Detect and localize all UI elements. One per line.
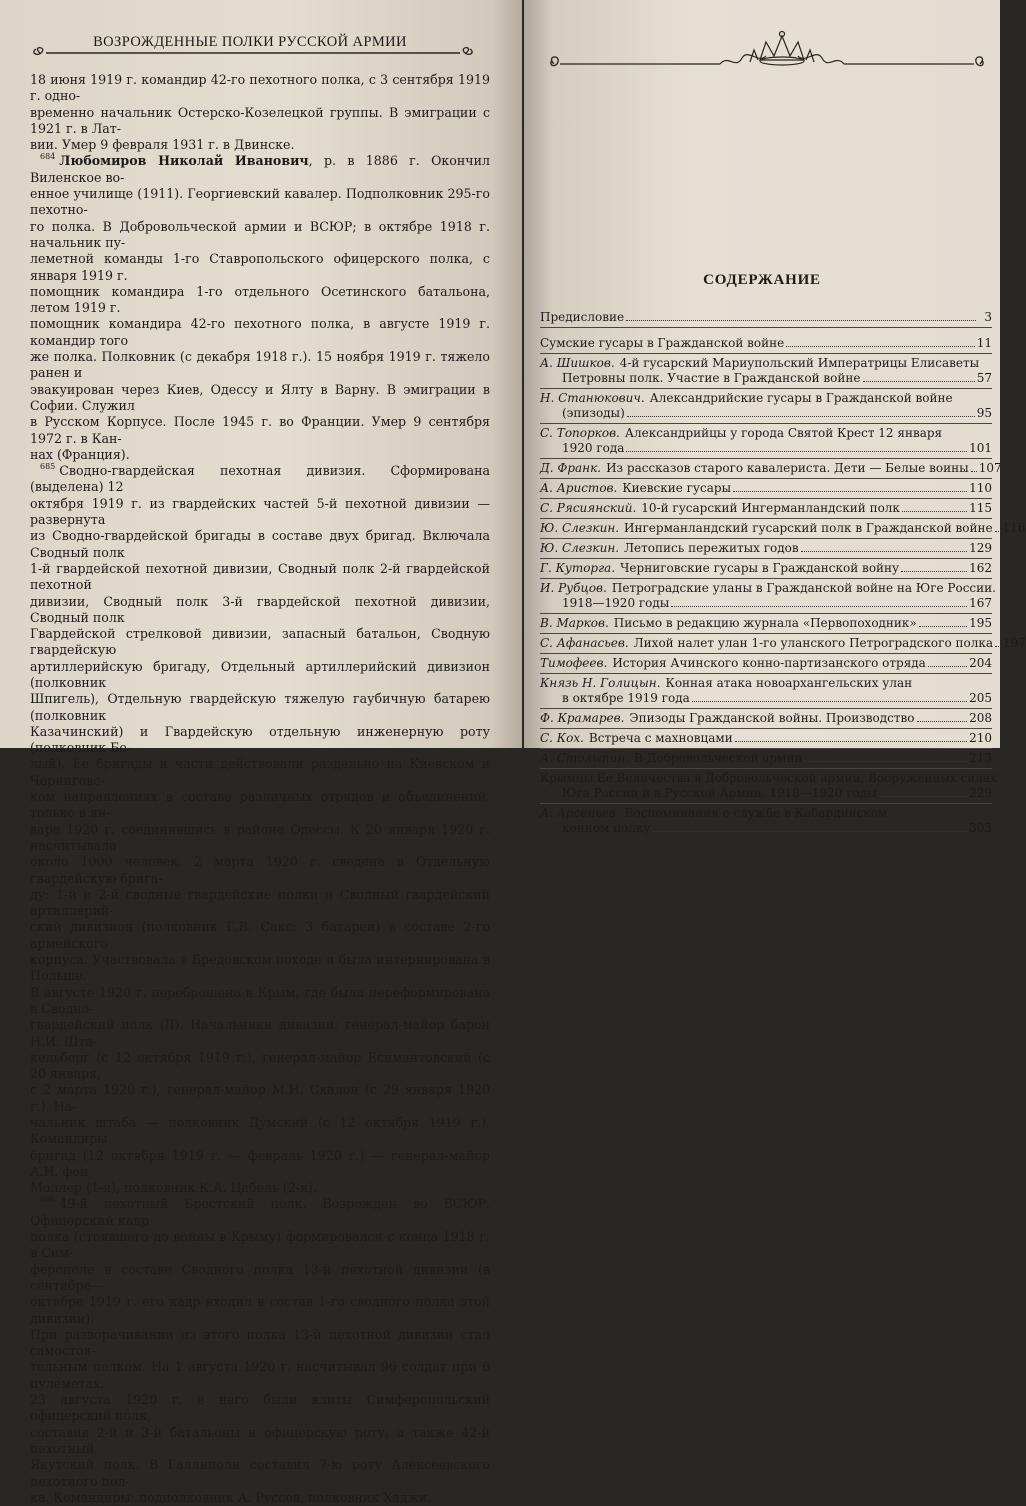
toc-title-text: Александрийцы у города Святой Крест 12 января bbox=[624, 426, 943, 440]
toc-entry[interactable] bbox=[540, 751, 992, 769]
text-line bbox=[30, 382, 490, 415]
text-line bbox=[30, 219, 490, 252]
toc-divider bbox=[540, 748, 992, 749]
toc-author: С. Кох. bbox=[540, 731, 584, 745]
toc-line bbox=[540, 501, 992, 516]
toc-entry[interactable] bbox=[540, 711, 992, 729]
toc-title-text: в октябре 1919 года bbox=[562, 691, 690, 705]
text-line bbox=[30, 822, 490, 855]
toc-leader-dots bbox=[901, 571, 967, 572]
toc-page-number: 129 bbox=[969, 541, 992, 555]
toc-author: С. Афанасьев. bbox=[540, 636, 629, 650]
toc-entry[interactable] bbox=[540, 356, 992, 389]
footnote-paragraph bbox=[30, 1196, 490, 1506]
line-text: Казачинский) и Гвардейскую отдельную инженерную роту (полковник Бе- bbox=[30, 723, 490, 756]
text-line bbox=[30, 691, 490, 724]
toc-author: Д. Франк. bbox=[540, 461, 602, 475]
text-line bbox=[30, 528, 490, 561]
toc-title-text: Из рассказов старого кавалериста. Дети — Белые воины bbox=[606, 461, 969, 475]
line-text: полка (стоявшего до войны в Крыму) формировался с конца 1918 г. в Сим- bbox=[30, 1229, 490, 1261]
toc-leader-dots bbox=[692, 701, 967, 702]
toc-author: А. Шишков. bbox=[540, 356, 615, 370]
line-text: из Сводно-гвардейской бригады в составе двух бригад. Включала Сводный полк bbox=[30, 528, 490, 560]
text-line bbox=[30, 72, 490, 105]
toc-author: А. Аристов. bbox=[540, 481, 618, 495]
toc-line bbox=[540, 336, 992, 351]
line-text: лый). Ее бригады и части действовали раздельно на Киевском и Черниговс- bbox=[30, 756, 490, 788]
toc-author: Князь Н. Голицын. bbox=[540, 676, 661, 690]
text-line bbox=[30, 1115, 490, 1148]
toc-line bbox=[540, 541, 992, 556]
line-text: около 1000 человек. 2 марта 1920 г. сведена в Отдельную гвардейскую брига- bbox=[30, 854, 490, 886]
toc-title-text: (эпизоды) bbox=[562, 406, 625, 420]
text-line bbox=[30, 1148, 490, 1181]
toc-entry[interactable] bbox=[540, 336, 992, 354]
toc-title-text: Эпизоды Гражданской войны. Производство bbox=[629, 711, 915, 725]
toc-title-text: Письмо в редакцию журнала «Первопоходник» bbox=[613, 616, 917, 630]
toc-divider bbox=[540, 768, 992, 769]
toc-author: Ф. Крамарев. bbox=[540, 711, 625, 725]
text-line bbox=[30, 1262, 490, 1295]
line-text: 49-й пехотный Брестский полк. Возрожден во ВСЮР. Офицерский кадр bbox=[30, 1196, 490, 1228]
right-page bbox=[524, 0, 1026, 835]
toc-leader-dots bbox=[995, 646, 1001, 647]
toc-divider bbox=[540, 458, 992, 459]
line-text: 18 июня 1919 г. командир 42-го пехотного полка, с 3 сентября 1919 г. одно- bbox=[30, 72, 490, 104]
toc-title-text: Александрийские гусары в Гражданской войне bbox=[649, 391, 953, 405]
line-text: Шпигель), Отдельную гвардейскую тяжелую гаубичную батарею (полковник bbox=[30, 691, 490, 723]
text-line bbox=[30, 1359, 490, 1392]
line-text: ду: 1-й и 2-й сводные гвардейские полки и Сводный гвардейский артиллерий- bbox=[30, 886, 490, 919]
toc-entry[interactable] bbox=[540, 310, 992, 328]
toc-divider bbox=[540, 478, 992, 479]
toc-line bbox=[540, 521, 1026, 536]
line-text: Моллер (1-я), полковник К.А. Цабель (2-я). bbox=[30, 1180, 317, 1196]
line-text: составив 2-й и 3-й батальоны и офицерскую роту, а также 42-й пехотный bbox=[30, 1424, 490, 1456]
toc-entry[interactable] bbox=[540, 426, 992, 459]
line-text: дивизии, Сводный полк 3-й гвардейской пехотной дивизии, Сводный полк bbox=[30, 593, 490, 625]
line-text: Сводно-гвардейская пехотная дивизия. Сформирована (выделена) 12 bbox=[30, 463, 490, 495]
toc-page-number: 204 bbox=[969, 656, 992, 670]
toc-line bbox=[540, 786, 992, 801]
text-line bbox=[30, 447, 490, 463]
text-line bbox=[30, 724, 490, 757]
toc-divider bbox=[540, 327, 992, 328]
toc-leader-dots bbox=[671, 606, 967, 607]
toc-divider bbox=[540, 613, 992, 614]
scroll-ornament-icon bbox=[28, 44, 478, 60]
toc-entry[interactable] bbox=[540, 501, 992, 519]
toc-leader-dots bbox=[786, 346, 974, 347]
line-text: вии. Умер 9 февраля 1931 г. в Двинске. bbox=[30, 137, 295, 153]
text-line bbox=[30, 985, 490, 1018]
toc-line bbox=[540, 426, 992, 441]
text-line bbox=[30, 414, 490, 447]
toc-title-text: 1920 года bbox=[562, 441, 625, 455]
line-text: в Русском Корпусе. После 1945 г. во Франции. Умер 9 сентября 1972 г. в Кан- bbox=[30, 414, 490, 446]
line-text: , р. в 1886 г. Окончил Виленское во- bbox=[30, 153, 490, 185]
text-line bbox=[30, 1082, 490, 1115]
line-text: При разворачивании из этого полка 13-й пехотной дивизии стал самостоя- bbox=[30, 1326, 490, 1359]
toc-leader-dots bbox=[626, 320, 976, 321]
toc-title-text: Встреча с махновцами bbox=[588, 731, 733, 745]
toc-author: Ю. Слезкин. bbox=[540, 541, 620, 555]
text-line bbox=[30, 1490, 490, 1506]
toc-divider bbox=[540, 578, 992, 579]
toc-title-text: В Добровольческой армии bbox=[634, 751, 803, 765]
toc-author: В. Марков. bbox=[540, 616, 609, 630]
line-text: 23 августа 1920 г. в него были влиты Симферопольский офицерский полк, bbox=[30, 1392, 490, 1424]
table-of-contents bbox=[540, 310, 1026, 836]
toc-line bbox=[540, 561, 992, 576]
text-line bbox=[30, 1294, 490, 1327]
text-line bbox=[30, 284, 490, 317]
text-line bbox=[30, 887, 490, 920]
toc-page-number: 229 bbox=[969, 786, 992, 800]
toc-entry[interactable] bbox=[540, 676, 992, 709]
toc-line bbox=[540, 310, 992, 325]
toc-line bbox=[540, 711, 992, 726]
toc-entry[interactable] bbox=[540, 806, 992, 836]
toc-line bbox=[540, 581, 996, 596]
line-text: артиллерийскую бригаду, Отдельный артиллерийский дивизион (полковник bbox=[30, 658, 490, 690]
toc-line bbox=[540, 481, 992, 496]
toc-author: С. Топорков. bbox=[540, 426, 620, 440]
text-line bbox=[30, 1017, 490, 1050]
line-text: В августе 1920 г. переброшена в Крым, где была переформирована в Сводно- bbox=[30, 984, 490, 1016]
line-text: октябре 1919 г. его кадр входил в состав 1-го сводного полка этой дивизии). bbox=[30, 1294, 490, 1326]
text-line bbox=[30, 349, 490, 382]
toc-author: Тимофеев. bbox=[540, 656, 608, 670]
toc-divider bbox=[540, 388, 992, 389]
toc-title-text: Черниговские гусары в Гражданской войну bbox=[620, 561, 900, 575]
toc-divider bbox=[540, 423, 992, 424]
line-text: ский дивизион (полковник Г.В. Сакс; 3 батареи) в составе 2-го армейского bbox=[30, 919, 490, 951]
toc-line bbox=[540, 806, 992, 821]
toc-leader-dots bbox=[801, 551, 967, 552]
toc-entry[interactable] bbox=[540, 391, 992, 424]
toc-divider bbox=[540, 653, 992, 654]
toc-leader-dots bbox=[995, 531, 1001, 532]
toc-divider bbox=[540, 708, 992, 709]
text-line bbox=[30, 919, 490, 952]
text-line bbox=[30, 626, 490, 659]
toc-divider bbox=[540, 558, 992, 559]
text-line bbox=[30, 756, 490, 789]
line-text: нах (Франция). bbox=[30, 446, 130, 462]
toc-entry[interactable] bbox=[540, 481, 992, 499]
toc-page-number: 116 bbox=[1002, 521, 1026, 535]
toc-leader-dots bbox=[733, 491, 967, 492]
toc-page-number: 107 bbox=[978, 461, 1002, 475]
toc-page-number: 167 bbox=[969, 596, 992, 610]
footnote-paragraph bbox=[30, 153, 490, 463]
line-text: гвардейский полк (II). Начальники дивизии: генерал-майор барон Н.И. Шта- bbox=[30, 1017, 490, 1049]
text-line bbox=[30, 952, 490, 985]
toc-entry[interactable] bbox=[540, 541, 992, 559]
toc-title-text: 1918—1920 годы bbox=[562, 596, 670, 610]
toc-divider bbox=[540, 633, 992, 634]
toc-entry[interactable] bbox=[540, 581, 996, 614]
line-text: бригад (12 октября 1919 г. — февраль 1920 г.) — генерал-майор А.Н. фон bbox=[30, 1147, 490, 1179]
toc-title-text: Конная атака новоархангельских улан bbox=[665, 676, 913, 690]
toc-author: И. Рубцов. bbox=[540, 581, 607, 595]
toc-leader-dots bbox=[626, 451, 967, 452]
line-text: ферополе в составе Сводного полка 13-й пехотной дивизии (в сентябре— bbox=[30, 1261, 490, 1293]
toc-entry[interactable] bbox=[540, 616, 992, 634]
text-line bbox=[30, 1050, 490, 1083]
text-line bbox=[30, 251, 490, 284]
toc-page-number: 11 bbox=[976, 336, 992, 350]
toc-line bbox=[540, 771, 997, 786]
toc-line bbox=[540, 691, 992, 706]
text-line bbox=[30, 659, 490, 692]
toc-line bbox=[540, 616, 992, 631]
toc-divider bbox=[540, 498, 992, 499]
text-line bbox=[30, 105, 490, 138]
toc-line bbox=[540, 656, 992, 671]
toc-author: А. Столыпин. bbox=[540, 751, 630, 765]
toc-page-number: 205 bbox=[969, 691, 992, 705]
toc-leader-dots bbox=[928, 666, 967, 667]
toc-line bbox=[540, 636, 1026, 651]
text-line bbox=[30, 1457, 490, 1490]
line-text: варе 1920 г. соединившись в районе Одессы. К 20 января 1920 г. насчитывала bbox=[30, 821, 490, 853]
toc-divider bbox=[540, 353, 992, 354]
toc-title-text: Крымцы Ее Величества в Добровольческой армии, Вооруженных силах bbox=[540, 771, 997, 785]
toc-entry[interactable] bbox=[540, 656, 992, 674]
line-text: же полка. Полковник (с декабря 1918 г.). 15 ноября 1919 г. тяжело ранен и bbox=[30, 349, 490, 381]
person-name: Любомиров Николай Иванович bbox=[59, 153, 309, 169]
crown-ornament-icon bbox=[544, 30, 990, 78]
toc-line bbox=[540, 676, 992, 691]
toc-page-number: 3 bbox=[984, 310, 992, 324]
toc-page-number: 208 bbox=[969, 711, 992, 725]
text-line bbox=[30, 316, 490, 349]
line-text: енное училище (1911). Георгиевский кавалер. Подполковник 295-го пехотно- bbox=[30, 186, 490, 218]
toc-entry[interactable] bbox=[540, 731, 992, 749]
line-text: ка. Командиры: подполковник А. Руссов, полковник Хаджи. bbox=[30, 1489, 432, 1505]
toc-title-text: Юга России и в Русской Армии. 1918—1920 годы bbox=[562, 786, 877, 800]
text-line bbox=[30, 1196, 490, 1229]
toc-title-text: Петроградские уланы в Гражданской войне на Юге России. bbox=[611, 581, 996, 595]
toc-divider bbox=[540, 728, 992, 729]
toc-title-text: Ингерманландский гусарский полк в Гражданской войне bbox=[624, 521, 993, 535]
toc-leader-dots bbox=[804, 761, 967, 762]
text-line bbox=[30, 1180, 490, 1196]
toc-title-text: конном полку bbox=[562, 821, 651, 835]
line-text: Якутский полк. В Галлиполи составил 7-ю роту Алексеевского пехотного пол- bbox=[30, 1457, 490, 1489]
toc-author: Н. Станюкович. bbox=[540, 391, 645, 405]
toc-title-text: 4-й гусарский Мариупольский Императрицы Елисаветы bbox=[619, 356, 980, 370]
toc-page-number: 101 bbox=[969, 441, 992, 455]
toc-title-text: Летопись пережитых годов bbox=[624, 541, 799, 555]
toc-leader-dots bbox=[627, 416, 975, 417]
toc-line bbox=[540, 731, 992, 746]
line-text: кельберг (с 12 октября 1919 г.), генерал-майор Есимантовский (с 20 января, bbox=[30, 1049, 490, 1082]
toc-entry[interactable] bbox=[540, 636, 1026, 654]
toc-title-text: История Ачинского конно-партизанского отряда bbox=[612, 656, 926, 670]
text-line bbox=[30, 1229, 490, 1262]
footnote-paragraph bbox=[30, 463, 490, 1196]
line-text: 1-й гвардейской пехотной дивизии, Сводный полк 2-й гвардейской пехотной bbox=[30, 560, 490, 593]
toc-line bbox=[540, 406, 992, 421]
toc-leader-dots bbox=[863, 381, 975, 382]
toc-page-number: 95 bbox=[976, 406, 992, 420]
toc-title-text: Петровны полк. Участие в Гражданской войне bbox=[562, 371, 861, 385]
toc-page-number: 115 bbox=[969, 501, 992, 515]
footnote-number: 686 bbox=[40, 1195, 56, 1205]
line-text: леметной команды 1-го Ставропольского офицерского полка, с января 1919 г. bbox=[30, 251, 490, 283]
toc-author: А. Арсеньев. bbox=[540, 806, 620, 820]
body-text bbox=[30, 72, 490, 1506]
toc-leader-dots bbox=[902, 511, 967, 512]
toc-leader-dots bbox=[735, 741, 967, 742]
toc-line bbox=[540, 441, 992, 456]
text-line bbox=[30, 496, 490, 529]
line-text: с 2 марта 1920 г.), генерал-майор М.Н. Скалон (с 29 января 1920 г.). На- bbox=[30, 1082, 490, 1114]
text-line bbox=[30, 594, 490, 627]
line-text: временно начальник Остерско-Козелецкой группы. В эмиграции с 1921 г. в Лат- bbox=[30, 104, 490, 136]
text-line bbox=[30, 186, 490, 219]
line-text: октября 1919 г. из гвардейских частей 5-й пехотной дивизии — развернута bbox=[30, 495, 490, 528]
footnote-number: 684 bbox=[40, 152, 56, 162]
toc-author: Г. Куторга. bbox=[540, 561, 616, 575]
toc-entry[interactable] bbox=[540, 461, 1002, 479]
text-line bbox=[30, 854, 490, 887]
text-line bbox=[30, 463, 490, 496]
toc-title-text: Киевские гусары bbox=[622, 481, 732, 495]
toc-leader-dots bbox=[971, 471, 977, 472]
toc-leader-dots bbox=[919, 626, 967, 627]
text-line bbox=[30, 1392, 490, 1425]
text-line bbox=[30, 561, 490, 594]
line-text: го полка. В Добровольческой армии и ВСЮР; в октябре 1918 г. начальник пу- bbox=[30, 218, 490, 250]
line-text: чальник штаба — полковник Думский (с 12 октября 1919 г.). Командиры bbox=[30, 1115, 490, 1147]
toc-leader-dots bbox=[879, 796, 967, 797]
toc-divider bbox=[540, 538, 992, 539]
toc-page-number: 162 bbox=[969, 561, 992, 575]
toc-line bbox=[540, 821, 992, 836]
toc-leader-dots bbox=[653, 831, 968, 832]
line-text: помощник командира 1-го отдельного Осетинского батальона, летом 1919 г. bbox=[30, 283, 490, 316]
toc-line bbox=[540, 596, 992, 611]
text-line bbox=[30, 153, 490, 186]
toc-page-number: 303 bbox=[969, 821, 992, 835]
toc-line bbox=[540, 391, 992, 406]
toc-page-number: 195 bbox=[969, 616, 992, 630]
toc-line bbox=[540, 371, 992, 386]
toc-page-number: 57 bbox=[976, 371, 992, 385]
text-line bbox=[30, 137, 490, 153]
toc-line bbox=[540, 356, 992, 371]
line-text: помощник командира 42-го пехотного полка, в августе 1919 г. командир того bbox=[30, 316, 490, 348]
toc-page-number: 210 bbox=[969, 731, 992, 745]
toc-author: С. Рясиянский. bbox=[540, 501, 637, 515]
toc-title-text: Предисловие bbox=[540, 310, 625, 324]
toc-page-number: 197 bbox=[1003, 636, 1026, 650]
toc-line bbox=[540, 461, 1002, 476]
footnote-paragraph bbox=[30, 72, 490, 153]
line-text: тельным полком. На 1 августа 1920 г. насчитывал 96 солдат при 6 пулеметах. bbox=[30, 1359, 490, 1391]
toc-divider bbox=[540, 803, 992, 804]
toc-title-text: Сумские гусары в Гражданской войне bbox=[540, 336, 785, 350]
line-text: эвакуирован через Киев, Одессу и Ялту в Варну. В эмиграции в Софии. Служил bbox=[30, 381, 490, 413]
toc-title: СОДЕРЖАНИЕ bbox=[703, 272, 821, 288]
text-line bbox=[30, 789, 490, 822]
running-head: ВОЗРОЖДЕННЫЕ ПОЛКИ РУССКОЙ АРМИИ bbox=[93, 34, 407, 50]
toc-title-text: Лихой налет улан 1-го уланского Петроградского полка bbox=[633, 636, 993, 650]
text-line bbox=[30, 1425, 490, 1458]
line-text: Гвардейской стрелковой дивизии, запасный батальон, Сводную гвардейскую bbox=[30, 626, 490, 658]
toc-entry[interactable] bbox=[540, 561, 992, 579]
toc-page-number: 110 bbox=[969, 481, 992, 495]
toc-title-text: 10-й гусарский Ингерманландский полк bbox=[641, 501, 900, 515]
line-text: ком направлениях в составе различных отрядов и объединений, только в ян- bbox=[30, 789, 490, 821]
toc-entry[interactable] bbox=[540, 771, 997, 804]
line-text: корпуса. Участвовала в Бредовском походе и была интернирована в Польше. bbox=[30, 952, 490, 984]
toc-divider bbox=[540, 518, 992, 519]
text-line bbox=[30, 1327, 490, 1360]
toc-entry[interactable] bbox=[540, 521, 1026, 539]
toc-leader-dots bbox=[917, 721, 968, 722]
toc-title-text: Воспоминания о службе в Кабардинском bbox=[624, 806, 888, 820]
toc-author: Ю. Слезкин. bbox=[540, 521, 620, 535]
footnote-number: 685 bbox=[40, 462, 56, 472]
toc-divider bbox=[540, 673, 992, 674]
toc-line bbox=[540, 751, 992, 766]
toc-page-number: 213 bbox=[969, 751, 992, 765]
